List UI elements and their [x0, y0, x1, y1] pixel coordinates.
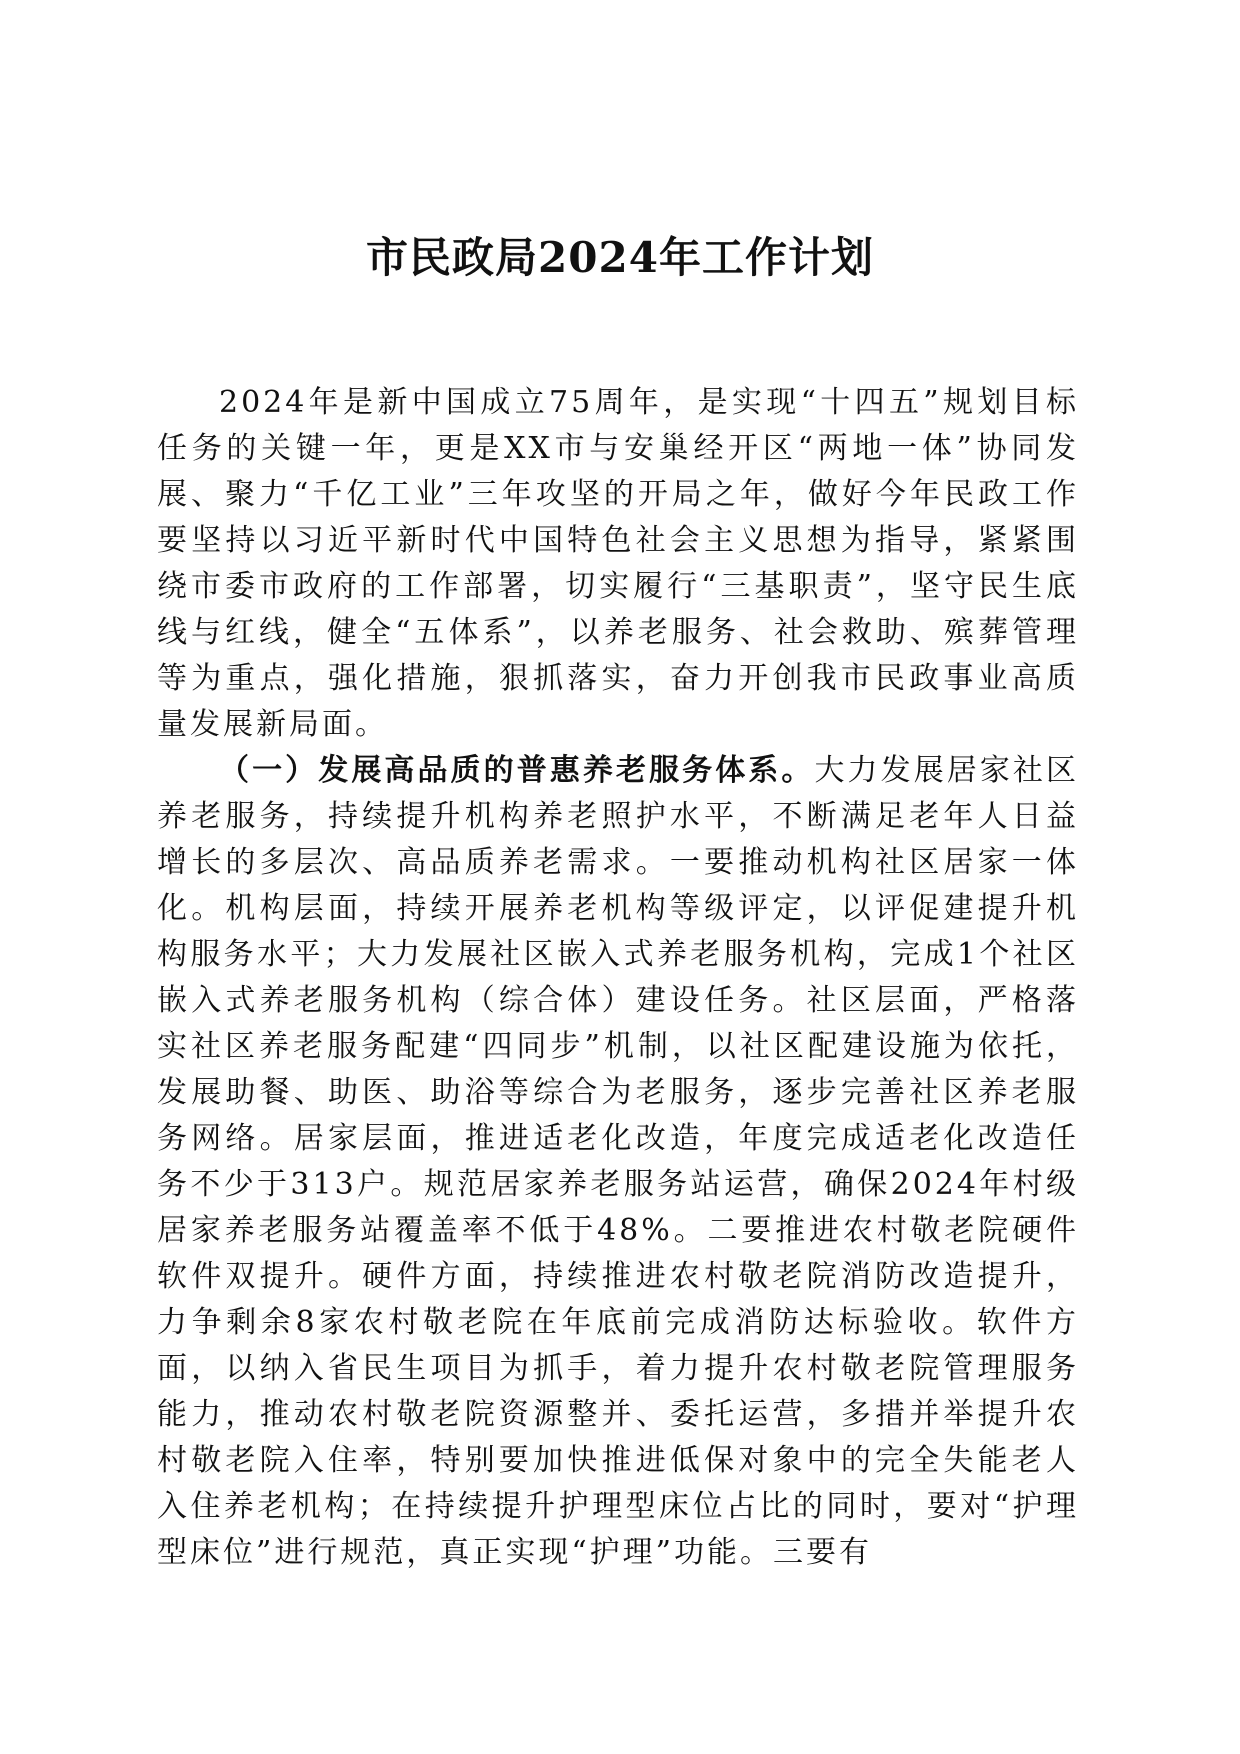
document-title: 市民政局2024年工作计划	[366, 233, 874, 282]
section-1-paragraph	[157, 748, 1079, 1576]
section-1-heading: （一）发展高品质的普惠养老服务体系。	[219, 753, 815, 788]
section-1-text: 大力发展居家社区养老服务，持续提升机构养老照护水平，不断满足老年人日益增长的多层次、高品质养老需求。一要推动机构社区居家一体化。机构层面，持续开展养老机构等级评定，以评促建提升机构服务水平；大力发展社区嵌入式养老服务机构，完成1个社区嵌入式养老服务机构（综合体）建设任务。社区层面，严格落实社区养老服务配建“四同步”机制，以社区配建设施为依托，发展助餐、助医、助浴等综合为老服务，逐步完善社区养老服务网络。居家层面，推进适老化改造，年度完成适老化改造任务不少于313户。规范居家养老服务站运营，确保2024年村级居家养老服务站覆盖率不低于48%。二要推进农村敬老院硬件软件双提升。硬件方面，持续推进农村敬老院消防改造提升，力争剩余8家农村敬老院在年底前完成消防达标验收。软件方面，以纳入省民生项目为抓手，着力提升农村敬老院管理服务能力，推动农村敬老院资源整并、委托运营，多措并举提升农村敬老院入住率，特别要加快推进低保对象中的完全失能老人入住养老机构；在持续提升护理型床位占比的同时，要对“护理型床位”进行规范，真正实现“护理”功能。三要有	[157, 753, 1080, 1570]
document-body	[157, 380, 1079, 1576]
intro-paragraph: 2024年是新中国成立75周年，是实现“十四五”规划目标任务的关键一年，更是XX市与安巢经开区“两地一体”协同发展、聚力“千亿工业”三年攻坚的开局之年，做好今年民政工作要坚持以习近平新时代中国特色社会主义思想为指导，紧紧围绕市委市政府的工作部署，切实履行“三基职责”，坚守民生底线与红线，健全“五体系”，以养老服务、社会救助、殡葬管理等为重点，强化措施，狠抓落实，奋力开创我市民政事业高质量发展新局面。	[157, 385, 1079, 742]
